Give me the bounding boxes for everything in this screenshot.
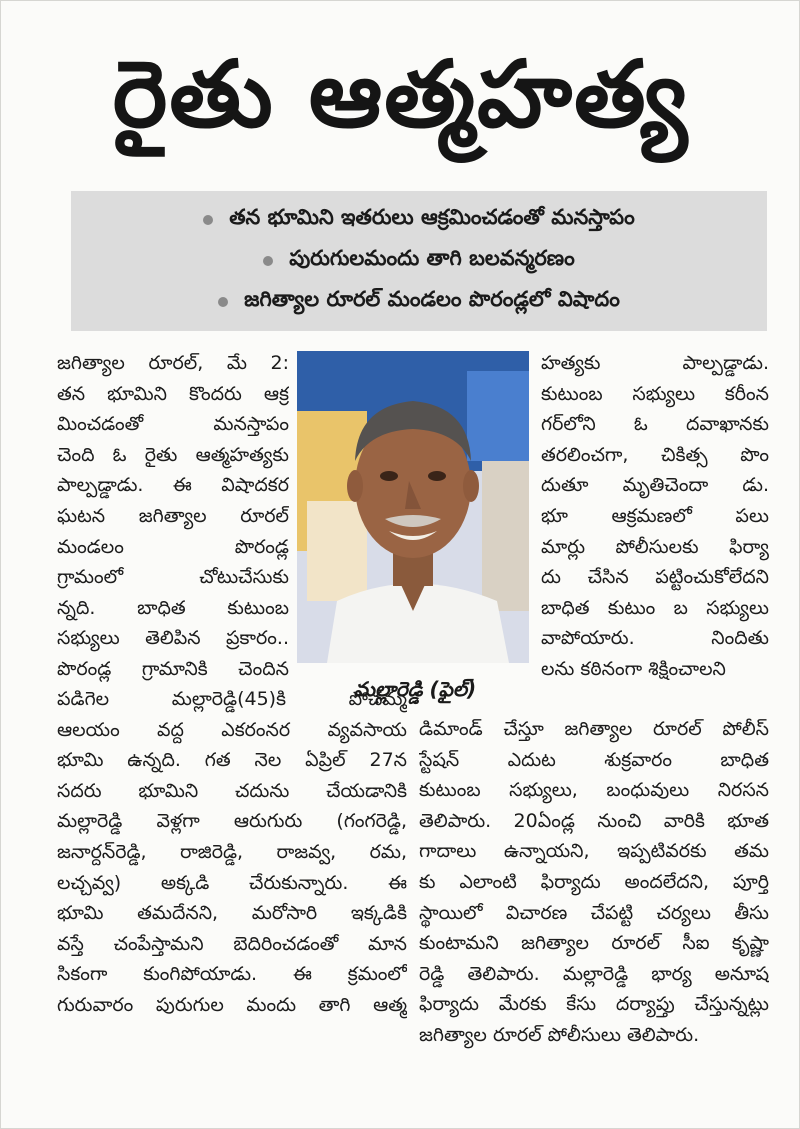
farmer-photo (297, 351, 529, 663)
highlights-box (71, 191, 767, 331)
portrait-image (297, 351, 529, 663)
article-line: జగిత్యాల రూరల్, మే 2: (57, 352, 289, 374)
article-line: స్థాయిలో విచారణ చేపట్టి చర్యలు తీసు (419, 901, 769, 924)
article-line: భూమి ఉన్నది. గత నెల ఏప్రిల్ 27న (57, 749, 407, 772)
article-column-left (57, 348, 289, 685)
article-line: భూ ఆక్రమణలో పలు (541, 504, 769, 527)
photo-caption: మల్లారెడ్డి (ఫైల్) (353, 676, 477, 701)
article-line: గ్రామంలో చోటుచేసుకు (57, 566, 289, 589)
article-line: తెలిపారు. 20ఏండ్ల నుంచి వారికి భూత (419, 809, 769, 832)
bullet-icon (263, 256, 273, 266)
article-column-left-wide (57, 684, 409, 1021)
article-line: భూమి తమదేనని, మరోసారి ఇక్కడికి (57, 902, 407, 925)
article-line: జగిత్యాల రూరల్ పోలీసులు తెలిపారు. (419, 1023, 700, 1046)
article-line: గురువారం పురుగుల మందు తాగి ఆత్మ (57, 993, 407, 1016)
article-line: మార్లు పోలీసులకు ఫిర్యా (541, 535, 769, 558)
article-line: తన భూమిని కొందరు ఆక్ర (57, 382, 289, 405)
article-line: డిమాండ్ చేస్తూ జగిత్యాల రూరల్ పోలీస్ (419, 718, 769, 740)
bullet-icon (203, 215, 213, 225)
article-line: రెడ్డి తెలిపారు. మల్లారెడ్డి భార్య అనూష (419, 962, 769, 985)
highlight-text: తన భూమిని ఇతరులు ఆక్రమించడంతో మనస్తాపం (229, 204, 635, 229)
article-line: జనార్దన్‌రెడ్డి, రాజిరెడ్డి, రాజవ్వ, రమ, (57, 840, 407, 863)
article-line: గర్‌లోని ఓ దవాఖానకు (541, 413, 769, 436)
highlight-item (71, 240, 767, 281)
highlight-item (71, 199, 767, 240)
article-line: పొరండ్ల గ్రామానికి చెందిన (57, 657, 289, 680)
article-line: లచ్చవ్వ) అక్కడి చేరుకున్నారు. ఈ (57, 871, 407, 894)
article-line: మించడంతో మనస్తాపం (57, 413, 289, 436)
article-line: లను కఠినంగా శిక్షించాలని (541, 657, 726, 680)
headline: రైతు ఆత్మహత్య (112, 41, 690, 148)
article-line: న్నది. బాధిత కుటుంబ (57, 596, 289, 619)
article-line: వాపోయారు. నిందితు (541, 627, 769, 650)
article-line: సదరు భూమిని చదును చేయడానికి (57, 779, 407, 802)
article-line: పడిగెల మల్లారెడ్డి(45)కి పోచమ్మ (57, 688, 407, 710)
article-line: వస్తే చంపేస్తామని బెదిరించడంతో మాన (57, 932, 407, 955)
article-line: స్టేషన్ ఎదుట శుక్రవారం బాధిత (419, 748, 769, 771)
article-column-bottom (419, 714, 769, 1051)
article-line: ఫిర్యాదు మేరకు కేసు దర్యాప్తు చేస్తున్నట్లు (419, 993, 769, 1016)
article-line: సికంగా కుంగిపోయాడు. ఈ క్రమంలో (57, 963, 407, 986)
article-line: సభ్యులు తెలిపిన ప్రకారం.. (57, 627, 289, 650)
article-line: పాల్పడ్డాడు. ఈ విషాదకర (57, 474, 289, 497)
article-line: దు చేసిన పట్టించుకోలేదని (541, 566, 769, 589)
article-line: కుటుంబ సభ్యులు కరీంన (541, 382, 769, 405)
article-line: తరలించగా, చికిత్స పొం (541, 443, 769, 466)
highlight-text: జగిత్యాల రూరల్ మండలం పొరండ్లలో విషాదం (244, 286, 620, 311)
article-line: కుంటామని జగిత్యాల రూరల్ సీఐ కృష్ణా (419, 932, 769, 955)
article-line: బాధిత కుటుం బ సభ్యులు (541, 596, 769, 619)
article-line: మండలం పొరండ్ల (57, 535, 289, 558)
article-line: ఘటన జగిత్యాల రూరల్ (57, 504, 289, 527)
article-line: దుతూ మృతిచెందా డు. (541, 474, 769, 497)
article-line: మల్లారెడ్డి వెళ్లగా ఆరుగురు (గంగరెడ్డి, (57, 810, 407, 833)
highlight-item (71, 281, 767, 322)
article-line: హత్యకు పాల్పడ్డాడు. (541, 352, 769, 374)
article-line: కుటుంబ సభ్యులు, బంధువులు నిరసన (419, 779, 769, 802)
article-line: గాదాలు ఉన్నాయని, ఇప్పటివరకు తమ (419, 840, 769, 863)
highlight-text: పురుగులమందు తాగి బలవన్మరణం (289, 245, 575, 270)
article-column-right (541, 348, 769, 685)
article-line: ఆలయం వద్ద ఎకరంనర వ్యవసాయ (57, 718, 407, 741)
article-line: చెంది ఓ రైతు ఆత్మహత్యకు (57, 443, 289, 466)
bullet-icon (218, 297, 228, 307)
article-line: కు ఎలాంటి ఫిర్యాదు అందలేదని, పూర్తి (419, 870, 769, 893)
